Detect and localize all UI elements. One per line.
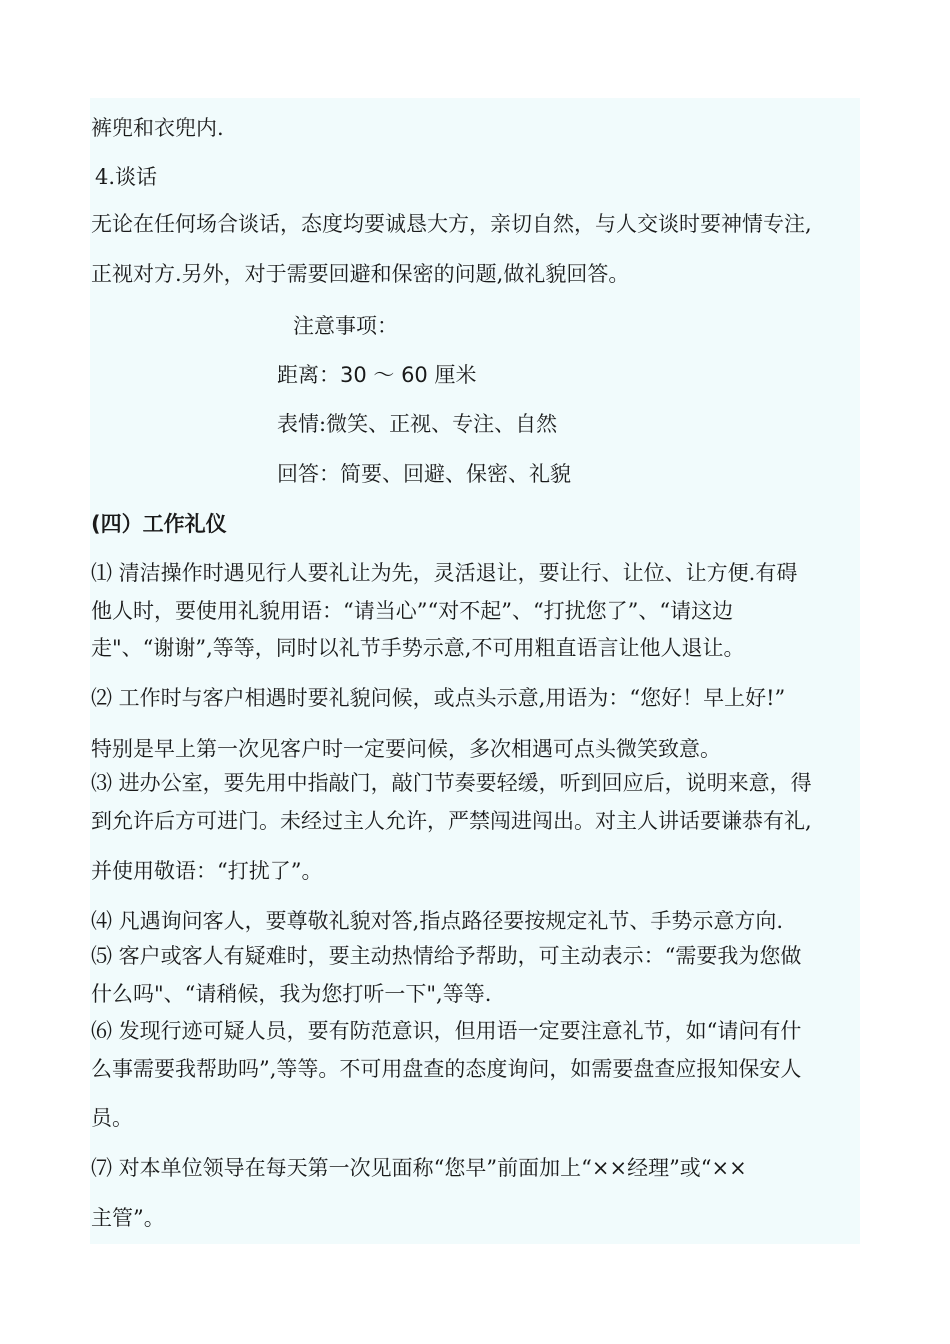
list-item-line: 特别是早上第一次见客户时一定要问候，多次相遇可点头微笑致意。 [91, 737, 721, 761]
list-item-line: ⑸ 客户或客人有疑难时，要主动热情给予帮助，可主动表示：“需要我为您做 [91, 944, 802, 968]
list-item-line: 到允许后方可进门。未经过主人允许，严禁闯进闯出。对主人讲话要谦恭有礼, [91, 809, 812, 833]
paragraph-line: 无论在任何场合谈话，态度均要诚恳大方，亲切自然，与人交谈时要神情专注, [91, 212, 812, 236]
paragraph-line: 正视对方.另外，对于需要回避和保密的问题,做礼貌回答。 [91, 262, 630, 286]
note-distance: 距离：30 ～ 60 厘米 [277, 363, 477, 387]
list-item-line: 主管”。 [91, 1206, 165, 1230]
list-item-line: 走"、“谢谢”,等等，同时以礼节手势示意,不可用粗直语言让他人退让。 [91, 636, 745, 660]
list-item-line: 他人时，要使用礼貌用语：“请当心”“对不起”、“打扰您了”、“请这边 [91, 599, 734, 623]
list-item-line: ⑹ 发现行迹可疑人员，要有防范意识，但用语一定要注意礼节，如“请问有什 [91, 1019, 802, 1043]
paragraph-line: 裤兜和衣兜内. [91, 116, 224, 140]
list-item-line: 员。 [91, 1106, 133, 1130]
list-item-line: ⑶ 进办公室，要先用中指敲门，敲门节奏要轻缓，听到回应后，说明来意，得 [91, 771, 812, 795]
note-expression: 表情:微笑、正视、专注、自然 [277, 412, 558, 436]
list-item-line: ⑴ 清洁操作时遇见行人要礼让为先，灵活退让，要让行、让位、让方便.有碍 [91, 561, 798, 585]
list-item-line: ⑺ 对本单位领导在每天第一次见面称“您早”前面加上“××经理”或“×× [91, 1156, 747, 1180]
list-item-line: ⑵ 工作时与客户相遇时要礼貌问候，或点头示意,用语为：“您好！早上好!” [91, 686, 786, 710]
note-answer: 回答：简要、回避、保密、礼貌 [277, 462, 571, 486]
section-title-talking: 4.谈话 [95, 165, 158, 189]
list-item-line: 什么吗"、“请稍候，我为您打听一下",等等. [91, 982, 492, 1006]
section-heading-work-etiquette: (四）工作礼仪 [91, 512, 227, 536]
notes-title: 注意事项： [293, 314, 398, 338]
list-item-line: ⑷ 凡遇询问客人，要尊敬礼貌对答,指点路径要按规定礼节、手势示意方向. [91, 909, 784, 933]
list-item-line: 么事需要我帮助吗”,等等。不可用盘查的态度询问，如需要盘查应报知保安人 [91, 1057, 802, 1081]
list-item-line: 并使用敬语：“打扰了”。 [91, 859, 323, 883]
